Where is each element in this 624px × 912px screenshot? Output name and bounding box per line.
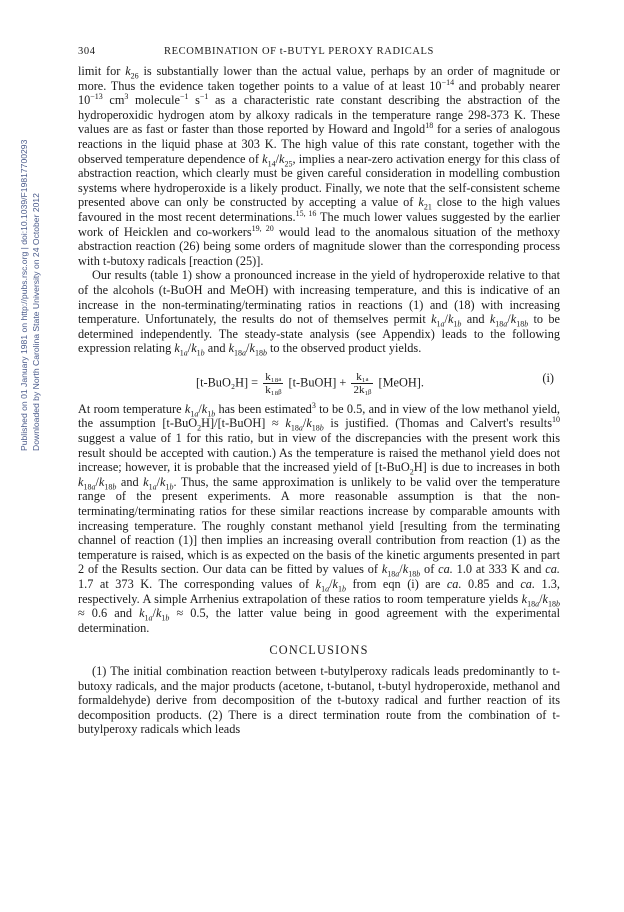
equation-number: (i) [542,370,554,385]
fraction-2-numerator: k₁ₐ [351,371,373,384]
fraction-1-numerator: k₁₈ₐ [263,371,283,384]
article-body [78,64,560,737]
watermark-published[interactable]: Published on 01 January 1981 on http://pubs.rsc.org | doi:10.1039/F19817700293 [19,139,29,451]
download-watermark [18,0,41,451]
equation-middle: [t-BuOH] + [288,375,347,390]
equation-fraction-2 [351,371,373,396]
section-heading-conclusions: CONCLUSIONS [269,643,369,658]
paragraph-conclusions: (1) The initial combination reaction between t-butylperoxy radicals leads predominantly to t-butoxy radicals, and the major products (acetone, t-butanol, t-butyl hydroperoxide, methanol and formaldehyde) derive from decomposition of the t-butoxy radical and further reaction of its decomposition products. (2) There is a direct termination route from the combination of t-butylperoxy radicals which leads [78,663,560,737]
equation-rhs: [MeOH]. [378,375,424,390]
paragraph-room-temperature: At room temperature $k_{1a}/k_{1b}$ has been estimated$^3$ to be 0.5, and in view of the low methanol yield, the assumption [t-BuO$_2$H]/[t-BuOH] ≈ $k_{18a}/k_{18b}$ is justified. (Thomas and Calvert's results$^{10}$ suggest a value of 1 for this ratio, but in view of the discrepancies with the present work this result should be accepted with caution.) As the temperature is raised the methanol yield does not increase; however, it is probable that the increased yield of [t-BuO$_2$H] is due to increases in both $k_{18a}/k_{18b}$ and $k_{1a}/k_{1b}$. Thus, the same approximation is unlikely to be valid over the temperature range of the present experiments. A more reasonable assumption is that the non-terminating/terminating ratios for these similar reactions increase by comparable amounts with increasing temperature. The roughly constant methanol yield [resulting from the terminating channel of reaction (1)] then implies an increasing overall contribution from reaction (1) as the temperature is raised, which is as expected on the basis of the kinetic arguments presented in part 2 of the Results section. Our data can be fitted by values of $k_{18a}/k_{18b}$ of ca. 1.0 at 333 K and ca. 1.7 at 373 K. The corresponding values of $k_{1a}/k_{1b}$ from eqn (i) are ca. 0.85 and ca. 1.3, respectively. A simple Arrhenius extrapolation of these ratios to room temperature yields $k_{18a}/k_{18b} \approx 0.6$ and $k_{1a}/k_{1b} \approx 0.5$, the latter value being in good agreement with the experimental determination. [78,400,560,635]
equation-i [78,360,560,400]
equation-fraction-1 [263,371,283,396]
running-title: RECOMBINATION OF t-BUTYL PEROXY RADICALS [164,46,434,57]
fraction-1-denominator: k₁₈ᵦ [265,383,282,396]
fraction-2-denominator: 2k₁ᵦ [353,383,372,396]
watermark-downloaded: Downloaded by North Carolina State University on 24 October 2012 [31,193,41,451]
equation-lhs: [t-BuO₂H] = [196,375,259,390]
page-number: 304 [78,46,96,57]
equation-body [196,371,424,396]
paragraph-continued: limit for $k_{26}$ is substantially lower than the actual value, perhaps by an order of magnitude or more. Thus the evidence taken together points to a value of at least $10^{-14}$ and probably nearer $10^{-13}$ $cm^3$ molecule$^{-1}$ $s^{-1}$ as a characteristic rate constant describing the abstraction of the hydroperoxidic hydrogen atom by alkoxy radicals in the temperature range 298-373 K. These values are as fast or faster than those reported by Howard and Ingold$^{18}$ for a series of analogous reactions in the liquid phase at 303 K. The high value of this rate constant, together with the observed temperature dependence of $k_{14}/k_{25}$, implies a near-zero activation energy for this class of abstraction reaction, which clearly must be given careful consideration in modelling combustion systems where hydroperoxide is a likely product. Finally, we note that the self-consistent scheme presented above can only be constructed by accepting a value of $k_{21}$ close to the high values favoured in the most recent determinations.$^{15, 16}$ The much lower values suggested by the earlier work of Heicklen and co-workers$^{19, 20}$ would lead to the anomalous situation of the methoxy abstraction reaction (26) being some orders of magnitude slower than the corresponding process with t-butoxy radicals [reaction (25)]. [78,64,561,268]
paragraph-results: Our results (table 1) show a pronounced increase in the yield of hydroperoxide relative to that of the alcohols (t-BuOH and MeOH) with increasing temperature, and this is indicative of an increase in the non-terminating/terminating ratios in reactions (1) and (18) with increasing temperature. Unfortunately, the results do not of themselves permit $k_{1a}/k_{1b}$ and $k_{18a}/k_{18b}$ to be determined independently. The steady-state analysis (see Appendix) leads to the following expression relating $k_{1a}/k_{1b}$ and $k_{18a}/k_{18b}$ to the observed product yields. [78,268,561,358]
